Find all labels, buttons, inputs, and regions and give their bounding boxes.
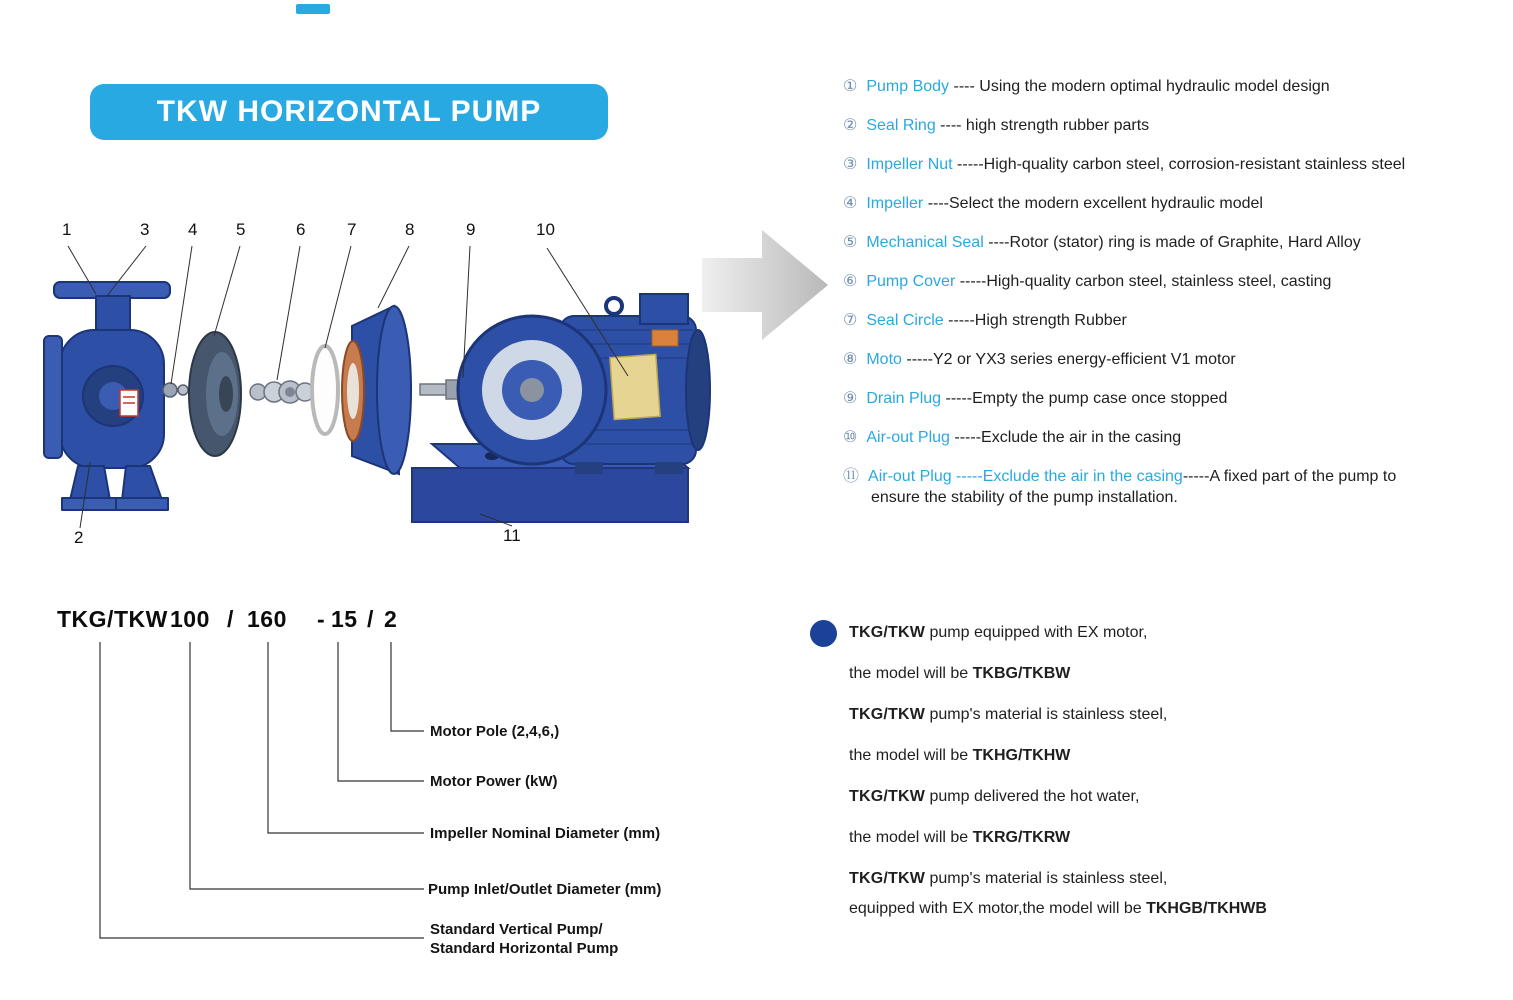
part-index-icon: ⑩ bbox=[843, 429, 858, 446]
part-name: Drain Plug bbox=[866, 390, 942, 407]
note-model: TKRG/TKRW bbox=[972, 829, 1071, 846]
note-line bbox=[849, 786, 1469, 808]
part-number-label: 8 bbox=[405, 220, 415, 239]
part-number-label: 2 bbox=[74, 528, 84, 547]
part-index-icon: ① bbox=[843, 78, 858, 95]
note-series: TKG/TKW bbox=[849, 788, 926, 805]
part-name: Impeller bbox=[866, 195, 924, 212]
parts-legend-item bbox=[843, 427, 1503, 448]
part-index-icon: ② bbox=[843, 117, 858, 134]
callout-motor-power: Motor Power (kW) bbox=[430, 773, 558, 790]
note-line bbox=[849, 898, 1469, 920]
note-text: pump equipped with EX motor, bbox=[925, 624, 1148, 641]
part-number-label: 1 bbox=[62, 220, 72, 239]
parts-legend-item bbox=[843, 310, 1503, 331]
part-number-label: 9 bbox=[466, 220, 476, 239]
part-name: Impeller Nut bbox=[866, 156, 953, 173]
part-number-label: 4 bbox=[188, 220, 198, 239]
note-series: TKG/TKW bbox=[849, 706, 926, 723]
model-segment-impeller: 160 bbox=[247, 606, 287, 632]
motor-art bbox=[458, 294, 710, 474]
part-number-label: 11 bbox=[503, 526, 521, 545]
model-callout-lines bbox=[100, 642, 424, 938]
callout-inlet-outlet: Pump Inlet/Outlet Diameter (mm) bbox=[428, 881, 662, 898]
note-series: TKG/TKW bbox=[849, 870, 926, 887]
part-index-icon: ⑪ bbox=[843, 468, 860, 485]
part-index-icon: ③ bbox=[843, 156, 858, 173]
note-text: equipped with EX motor,the model will be bbox=[849, 900, 1147, 917]
page-title: TKW HORIZONTAL PUMP bbox=[156, 95, 542, 128]
seal-circle-art bbox=[312, 346, 338, 434]
part-name: Mechanical Seal bbox=[866, 234, 984, 251]
part-name: Air-out Plug bbox=[866, 429, 950, 446]
note-model: TKHGB/TKHWB bbox=[1146, 900, 1267, 917]
model-segment-series: TKG/TKW bbox=[57, 606, 168, 632]
part-index-icon: ⑤ bbox=[843, 234, 858, 251]
note-text: pump delivered the hot water, bbox=[925, 788, 1140, 805]
part-name: Air-out Plug bbox=[868, 468, 952, 485]
parts-legend-item bbox=[843, 388, 1503, 409]
part-description: ---- high strength rubber parts bbox=[935, 117, 1150, 134]
part-description-line2: ensure the stability of the pump installation. bbox=[871, 489, 1178, 506]
impeller-nut-art bbox=[163, 383, 188, 397]
callout-motor-pole: Motor Pole (2,4,6,) bbox=[430, 723, 560, 740]
parts-legend-item bbox=[843, 76, 1503, 97]
callout-standard-pump-line2: Standard Horizontal Pump bbox=[430, 940, 619, 957]
part-number-label: 3 bbox=[140, 220, 150, 239]
parts-legend-item bbox=[843, 154, 1503, 175]
model-segment-inlet: 100 bbox=[170, 606, 210, 632]
model-segment-slash2: / bbox=[367, 606, 374, 632]
part-description: ----Rotor (stator) ring is made of Graphite, Hard Alloy bbox=[983, 234, 1361, 251]
leader-lines bbox=[68, 246, 628, 528]
note-line bbox=[849, 622, 1469, 644]
part-description-cyan: -----Exclude the air in the casing bbox=[951, 468, 1183, 485]
part-index-icon: ⑨ bbox=[843, 390, 858, 407]
callout-standard-pump-line1: Standard Vertical Pump/ bbox=[430, 921, 603, 938]
part-name: Seal Circle bbox=[866, 312, 944, 329]
parts-legend bbox=[843, 76, 1503, 526]
bullet-icon bbox=[810, 620, 837, 647]
part-number-label: 10 bbox=[536, 220, 555, 239]
note-text: the model will be bbox=[849, 829, 973, 846]
note-text: pump's material is stainless steel, bbox=[925, 706, 1168, 723]
parts-legend-item bbox=[843, 349, 1503, 370]
shaft-art bbox=[420, 380, 525, 399]
mechanical-seal-art bbox=[250, 381, 314, 403]
note-line bbox=[849, 868, 1469, 890]
parts-legend-item bbox=[843, 193, 1503, 214]
page-title-banner bbox=[90, 84, 608, 140]
base-art bbox=[412, 444, 688, 522]
part-number-label: 7 bbox=[347, 220, 357, 239]
note-text: the model will be bbox=[849, 747, 973, 764]
impeller-art bbox=[189, 332, 241, 456]
callout-impeller-diameter: Impeller Nominal Diameter (mm) bbox=[430, 825, 661, 842]
part-index-icon: ④ bbox=[843, 195, 858, 212]
part-name: Pump Cover bbox=[866, 273, 956, 290]
part-description: -----Empty the pump case once stopped bbox=[941, 390, 1228, 407]
model-code bbox=[0, 606, 460, 638]
pump-body-art bbox=[44, 282, 170, 510]
part-name: Moto bbox=[866, 351, 902, 368]
model-segment-pole: 2 bbox=[384, 606, 398, 632]
model-variant-notes bbox=[849, 622, 1469, 939]
part-description: -----Y2 or YX3 series energy-efficient V1 motor bbox=[901, 351, 1236, 368]
callout-standard-pump bbox=[430, 920, 618, 958]
part-description: ---- Using the modern optimal hydraulic model design bbox=[949, 78, 1330, 95]
part-index-icon: ⑥ bbox=[843, 273, 858, 290]
top-accent-dash bbox=[296, 4, 330, 14]
note-model: TKHG/TKHW bbox=[972, 747, 1071, 764]
part-description: -----High-quality carbon steel, stainless steel, casting bbox=[955, 273, 1332, 290]
note-model: TKBG/TKBW bbox=[972, 665, 1071, 682]
part-description: -----High-quality carbon steel, corrosion-resistant stainless steel bbox=[952, 156, 1406, 173]
part-index-icon: ⑧ bbox=[843, 351, 858, 368]
part-name: Seal Ring bbox=[866, 117, 936, 134]
model-segment-slash: / bbox=[227, 606, 234, 632]
note-text: pump's material is stainless steel, bbox=[925, 870, 1168, 887]
note-line bbox=[849, 827, 1469, 849]
part-number-label: 5 bbox=[236, 220, 246, 239]
model-segment-dash: - bbox=[317, 606, 326, 632]
parts-legend-item bbox=[843, 232, 1503, 253]
arrow-right-icon bbox=[702, 230, 828, 340]
part-description: ----Select the modern excellent hydraulic model bbox=[923, 195, 1263, 212]
part-index-icon: ⑦ bbox=[843, 312, 858, 329]
part-description: -----A fixed part of the pump to bbox=[1182, 468, 1397, 485]
model-segment-power: 15 bbox=[331, 606, 358, 632]
part-name: Pump Body bbox=[866, 78, 950, 95]
parts-legend-item bbox=[843, 115, 1503, 136]
pump-cover-art bbox=[342, 306, 411, 474]
note-line bbox=[849, 704, 1469, 726]
parts-legend-item bbox=[843, 271, 1503, 292]
part-description: -----Exclude the air in the casing bbox=[949, 429, 1182, 446]
note-line bbox=[849, 745, 1469, 767]
note-series: TKG/TKW bbox=[849, 624, 926, 641]
part-description: -----High strength Rubber bbox=[943, 312, 1127, 329]
note-line bbox=[849, 663, 1469, 685]
part-number-label: 6 bbox=[296, 220, 306, 239]
note-text: the model will be bbox=[849, 665, 973, 682]
parts-legend-item bbox=[843, 466, 1503, 508]
